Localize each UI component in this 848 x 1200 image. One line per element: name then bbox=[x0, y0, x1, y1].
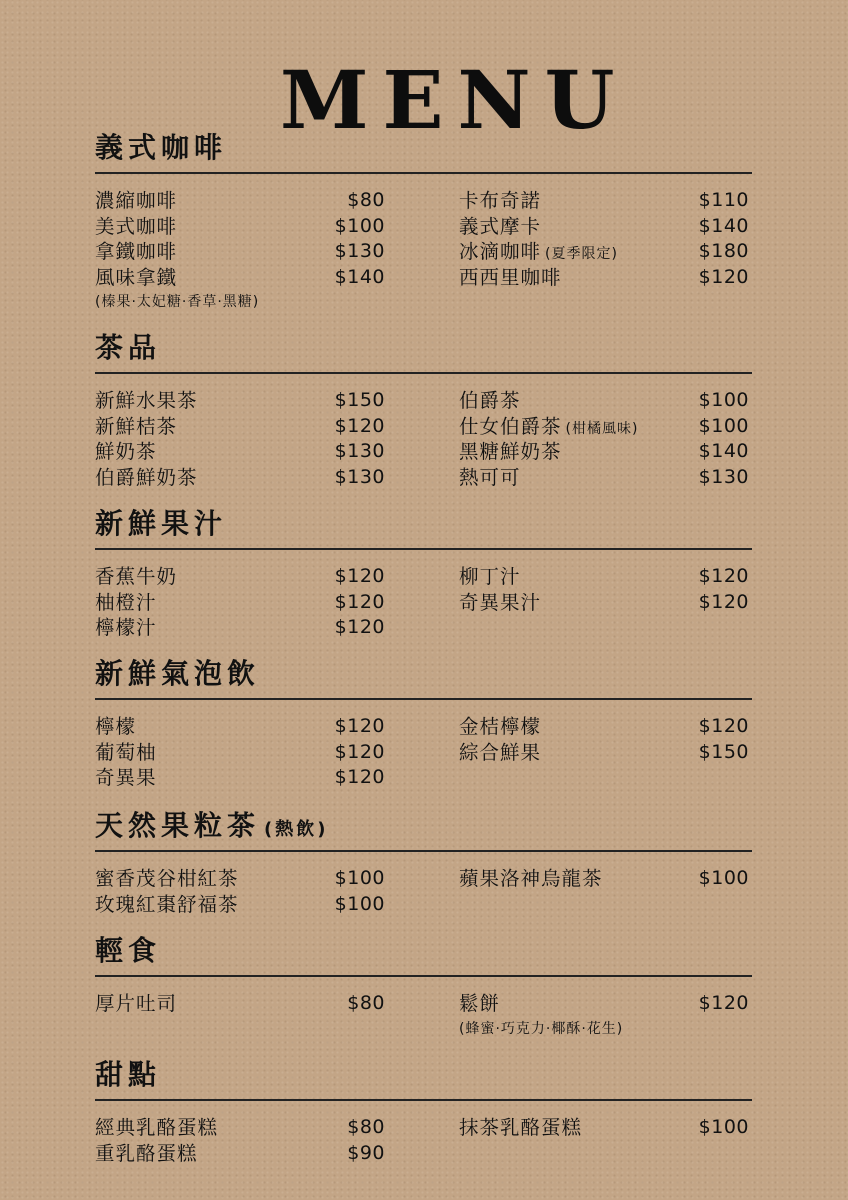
menu-column-left bbox=[95, 714, 385, 791]
item-price: $80 bbox=[347, 189, 385, 211]
menu-item bbox=[459, 388, 749, 414]
section-heading bbox=[95, 328, 752, 368]
item-name: 新鮮水果茶 bbox=[95, 389, 198, 412]
section-title: 茶品 bbox=[95, 331, 162, 364]
item-name: 卡布奇諾 bbox=[459, 189, 542, 212]
item-price: $150 bbox=[334, 389, 385, 411]
menu-column-left bbox=[95, 991, 385, 1017]
menu-item bbox=[459, 465, 749, 491]
menu-item bbox=[95, 214, 385, 240]
item-name: 西西里咖啡 bbox=[459, 265, 562, 289]
item-name: 鬆餅 bbox=[459, 992, 501, 1015]
item-tag: (柑橘風味) bbox=[565, 420, 639, 437]
menu-item bbox=[95, 615, 385, 641]
item-price: $140 bbox=[698, 440, 749, 462]
menu-item bbox=[95, 892, 385, 918]
menu-column-left bbox=[95, 1115, 385, 1166]
section-heading bbox=[95, 504, 752, 544]
item-price: $100 bbox=[698, 867, 749, 889]
menu-item bbox=[95, 388, 385, 414]
section-heading bbox=[95, 931, 752, 971]
menu-item bbox=[459, 214, 749, 240]
section-title: 新鮮氣泡飲 bbox=[95, 657, 261, 690]
item-name: 仕女伯爵茶 bbox=[459, 414, 562, 438]
item-name: 綜合鮮果 bbox=[459, 740, 542, 764]
item-options: (榛果·太妃糖·香草·黑糖) bbox=[95, 294, 260, 310]
item-price: $120 bbox=[334, 590, 385, 613]
item-name: 濃縮咖啡 bbox=[95, 189, 178, 212]
menu-item bbox=[95, 590, 385, 616]
item-name: 檸檬 bbox=[95, 715, 137, 738]
item-name: 鮮奶茶 bbox=[95, 440, 157, 463]
menu-column-right bbox=[459, 714, 749, 765]
menu-item bbox=[459, 714, 749, 740]
item-price: $120 bbox=[698, 265, 749, 288]
menu-section bbox=[95, 504, 752, 639]
menu-section bbox=[95, 931, 752, 1037]
item-price: $120 bbox=[334, 715, 385, 737]
menu-item bbox=[95, 465, 385, 491]
section-title: 天然果粒茶 bbox=[95, 809, 261, 842]
item-price: $100 bbox=[698, 389, 749, 411]
section-divider bbox=[95, 172, 752, 174]
item-name: 重乳酪蛋糕 bbox=[95, 1141, 198, 1165]
section-title: 輕食 bbox=[95, 934, 162, 967]
item-name: 香蕉牛奶 bbox=[95, 565, 178, 588]
item-price: $100 bbox=[334, 892, 385, 915]
item-name: 新鮮桔茶 bbox=[95, 414, 178, 438]
item-price: $140 bbox=[334, 265, 385, 288]
item-name: 伯爵鮮奶茶 bbox=[95, 465, 198, 489]
menu-column-left bbox=[95, 188, 385, 315]
menu-title: MENU bbox=[280, 53, 629, 147]
item-name: 檸檬汁 bbox=[95, 616, 157, 639]
menu-item bbox=[95, 991, 385, 1017]
item-price: $80 bbox=[347, 1116, 385, 1138]
menu-column-right bbox=[459, 388, 749, 490]
menu-item bbox=[95, 564, 385, 590]
menu-column-right bbox=[459, 866, 749, 892]
item-price: $180 bbox=[698, 240, 749, 262]
menu-column-right bbox=[459, 564, 749, 615]
menu-item bbox=[459, 439, 749, 465]
item-name: 美式咖啡 bbox=[95, 214, 178, 238]
item-price: $120 bbox=[334, 740, 385, 763]
section-note: (熱飲) bbox=[264, 819, 329, 840]
item-name: 奇異果汁 bbox=[459, 590, 542, 614]
section-title: 義式咖啡 bbox=[95, 131, 228, 164]
section-heading bbox=[95, 1055, 752, 1095]
menu-item bbox=[95, 740, 385, 766]
menu-item bbox=[95, 1141, 385, 1167]
item-name: 柳丁汁 bbox=[459, 565, 521, 588]
menu-section bbox=[95, 128, 752, 310]
section-title: 新鮮果汁 bbox=[95, 507, 228, 540]
menu-item bbox=[459, 188, 749, 214]
item-price: $120 bbox=[698, 590, 749, 613]
item-name: 熱可可 bbox=[459, 465, 521, 489]
menu-section bbox=[95, 654, 752, 789]
menu-item bbox=[459, 265, 749, 291]
menu-item bbox=[95, 1115, 385, 1141]
item-name: 蜜香茂谷柑紅茶 bbox=[95, 867, 239, 890]
item-price: $140 bbox=[698, 214, 749, 237]
item-name: 柚橙汁 bbox=[95, 590, 157, 614]
item-price: $100 bbox=[698, 1116, 749, 1138]
item-price: $100 bbox=[698, 414, 749, 437]
item-name: 葡萄柚 bbox=[95, 740, 157, 764]
section-heading bbox=[95, 654, 752, 694]
menu-item bbox=[95, 265, 385, 291]
item-price: $130 bbox=[334, 440, 385, 462]
item-name: 風味拿鐵 bbox=[95, 265, 178, 289]
menu-item bbox=[95, 439, 385, 465]
item-price: $90 bbox=[347, 1141, 385, 1164]
item-price: $100 bbox=[334, 867, 385, 889]
menu-item bbox=[459, 740, 749, 766]
section-heading bbox=[95, 806, 752, 846]
item-name: 玫瑰紅棗舒福茶 bbox=[95, 892, 239, 916]
item-name: 拿鐵咖啡 bbox=[95, 240, 178, 263]
menu-item bbox=[95, 239, 385, 265]
item-price: $130 bbox=[334, 240, 385, 262]
section-divider bbox=[95, 1099, 752, 1101]
item-tag: (夏季限定) bbox=[545, 246, 618, 262]
item-name: 伯爵茶 bbox=[459, 389, 521, 412]
item-price: $120 bbox=[698, 565, 749, 587]
menu-item bbox=[95, 866, 385, 892]
item-name: 黑糖鮮奶茶 bbox=[459, 440, 562, 463]
menu-column-left bbox=[95, 866, 385, 917]
item-price: $120 bbox=[334, 565, 385, 587]
item-price: $130 bbox=[334, 465, 385, 488]
item-name: 蘋果洛神烏龍茶 bbox=[459, 867, 603, 890]
menu-column-left bbox=[95, 564, 385, 641]
menu-column-right bbox=[459, 188, 749, 290]
item-name: 厚片吐司 bbox=[95, 992, 178, 1015]
item-name: 奇異果 bbox=[95, 766, 157, 789]
section-divider bbox=[95, 975, 752, 977]
item-name: 義式摩卡 bbox=[459, 214, 542, 238]
section-divider bbox=[95, 698, 752, 700]
item-price: $110 bbox=[698, 189, 749, 211]
section-divider bbox=[95, 850, 752, 852]
menu-item bbox=[95, 714, 385, 740]
menu-item bbox=[459, 564, 749, 590]
item-price: $80 bbox=[347, 992, 385, 1014]
menu-item bbox=[459, 590, 749, 616]
item-name: 經典乳酪蛋糕 bbox=[95, 1116, 219, 1139]
item-price: $100 bbox=[334, 214, 385, 237]
menu-section bbox=[95, 806, 752, 916]
menu-item bbox=[459, 239, 749, 265]
item-price: $120 bbox=[698, 715, 749, 737]
item-name: 冰滴咖啡 bbox=[459, 240, 542, 263]
menu-item bbox=[95, 188, 385, 214]
menu-item bbox=[459, 866, 749, 892]
item-price: $130 bbox=[698, 465, 749, 488]
menu-section bbox=[95, 328, 752, 489]
item-price: $120 bbox=[698, 992, 749, 1014]
section-title: 甜點 bbox=[95, 1058, 162, 1091]
menu-item bbox=[459, 1115, 749, 1141]
item-price: $120 bbox=[334, 414, 385, 437]
item-price: $150 bbox=[698, 740, 749, 763]
menu-column-right bbox=[459, 991, 749, 1042]
menu-section bbox=[95, 1055, 752, 1165]
item-options: (蜂蜜·巧克力·椰酥·花生) bbox=[459, 1020, 624, 1037]
menu-column-left bbox=[95, 388, 385, 490]
item-name: 金桔檸檬 bbox=[459, 715, 542, 738]
menu-column-right bbox=[459, 1115, 749, 1141]
menu-item bbox=[95, 765, 385, 791]
menu-item bbox=[459, 991, 749, 1017]
section-divider bbox=[95, 372, 752, 374]
item-price: $120 bbox=[334, 616, 385, 638]
menu-item bbox=[95, 414, 385, 440]
section-heading bbox=[95, 128, 752, 168]
item-price: $120 bbox=[334, 766, 385, 788]
menu-item bbox=[459, 414, 749, 440]
section-divider bbox=[95, 548, 752, 550]
item-name: 抹茶乳酪蛋糕 bbox=[459, 1116, 583, 1139]
